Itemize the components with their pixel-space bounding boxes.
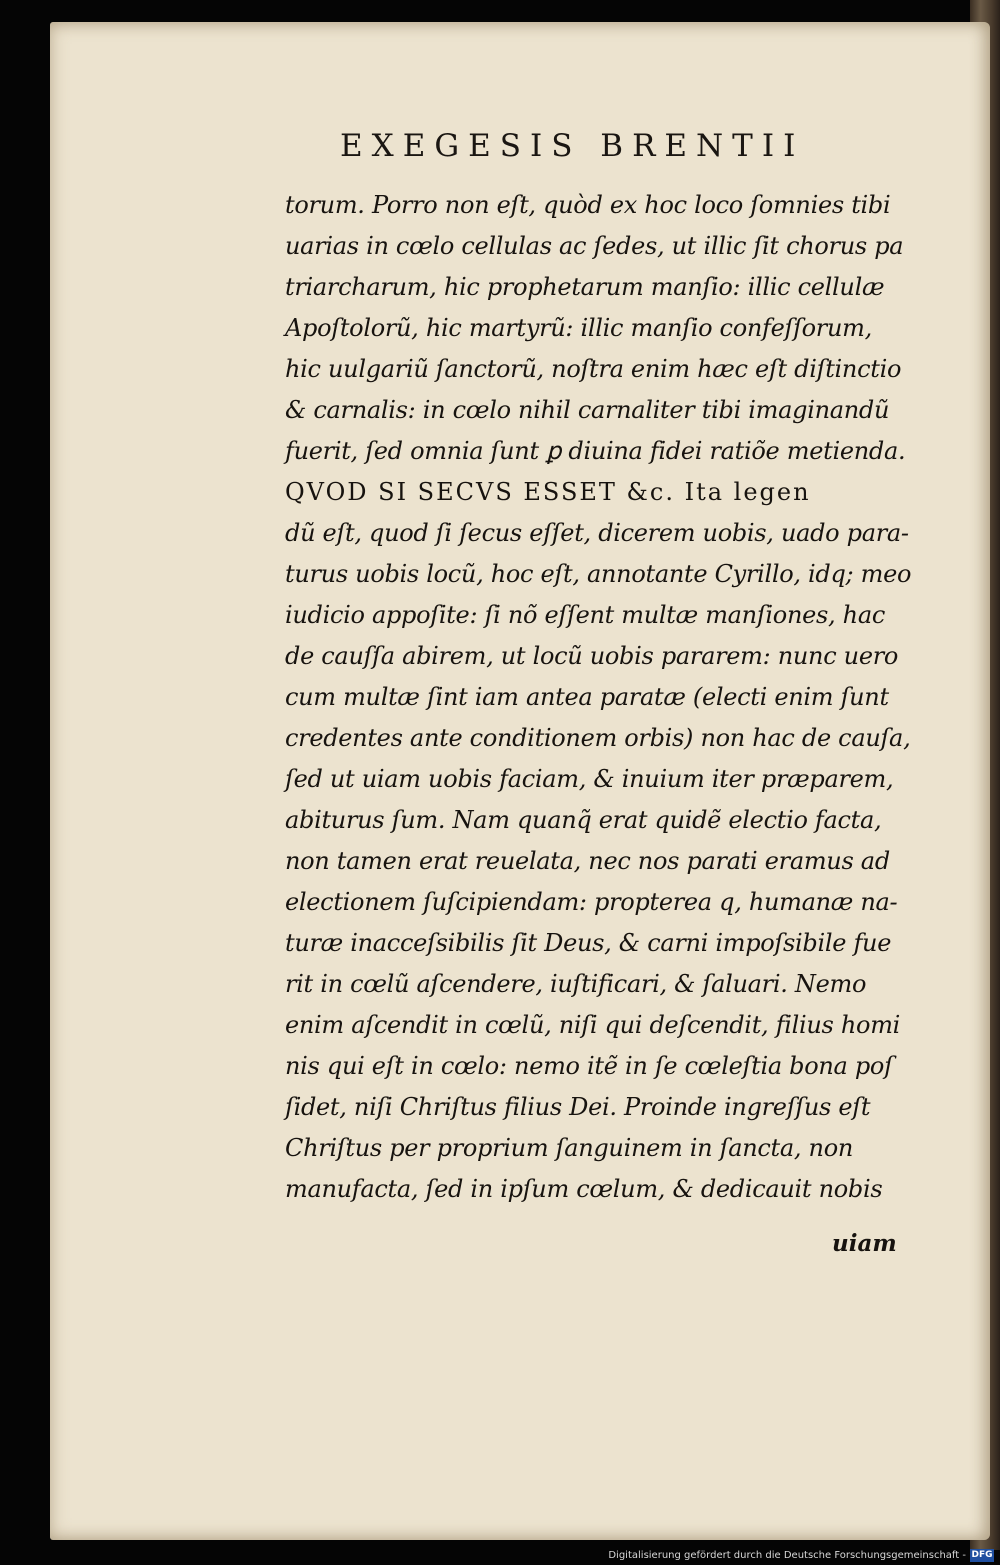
- text-line: non tamen erat reuelata, nec nos parati eramus ad: [285, 847, 890, 875]
- text-line: rit in cœlũ aſcendere, iuſtificari, & ſaluari. Nemo: [285, 970, 867, 998]
- text-line: manufacta, ſed in ipſum cœlum, & dedicauit nobis: [285, 1175, 883, 1203]
- text-line: nis qui eſt in cœlo: nemo itẽ in ſe cœleſtia bona poſ: [285, 1052, 893, 1080]
- text-line: turæ inacceſsibilis ſit Deus, & carni impoſsibile fue: [285, 929, 892, 957]
- text-line: fuerit, ſed omnia ſunt ꝑ diuina fidei ratiõe metienda.: [285, 437, 906, 465]
- text-line: QVOD SI SECVS ESSET &c. Ita legen: [285, 478, 811, 506]
- text-line: Apoſtolorũ, hic martyrũ: illic manſio confeſſorum,: [285, 314, 872, 342]
- text-line: triarcharum, hic prophetarum manſio: illic cellulæ: [285, 273, 885, 301]
- text-block: [285, 185, 925, 1210]
- text-line: de cauſſa abirem, ut locũ uobis pararem: nunc uero: [285, 642, 899, 670]
- text-line: ſidet, niſi Chriſtus filius Dei. Proinde ingreſſus eſt: [285, 1093, 871, 1121]
- text-line: cum multæ ſint iam antea paratæ (electi enim ſunt: [285, 683, 889, 711]
- text-line: ſed ut uiam uobis faciam, & inuium iter præparem,: [285, 765, 894, 793]
- catchword: uiam: [832, 1230, 897, 1257]
- text-line: hic uulgariũ ſanctorũ, noſtra enim hæc eſt diſtinctio: [285, 355, 902, 383]
- text-line: dũ eſt, quod ſi ſecus eſſet, dicerem uobis, uado para-: [285, 519, 909, 547]
- text-line: electionem ſuſcipiendam: propterea q, humanæ na-: [285, 888, 898, 916]
- running-head: EXEGESIS BRENTII: [340, 128, 805, 164]
- digitization-credit: Digitalisierung gefördert durch die Deutsche Forschungsgemeinschaft -: [608, 1550, 966, 1561]
- dfg-logo-icon: DFG: [971, 1550, 993, 1560]
- text-line: enim aſcendit in cœlũ, niſi qui deſcendit, filius homi: [285, 1011, 901, 1039]
- text-line: turus uobis locũ, hoc eſt, annotante Cyrillo, idq; meo: [285, 560, 912, 588]
- text-line: torum. Porro non eſt, quòd ex hoc loco ſomnies tibi: [285, 191, 891, 219]
- text-line: iudicio appoſite: ſi nõ eſſent multæ manſiones, hac: [285, 601, 885, 629]
- text-line: & carnalis: in cœlo nihil carnaliter tibi imaginandũ: [285, 396, 890, 424]
- text-line: abiturus ſum. Nam quanq̃ erat quidẽ electio facta,: [285, 806, 882, 834]
- text-line: Chriſtus per proprium ſanguinem in ſancta, non: [285, 1134, 854, 1162]
- text-line: credentes ante conditionem orbis) non hac de cauſa,: [285, 724, 911, 752]
- text-line: uarias in cœlo cellulas ac ſedes, ut illic ſit chorus pa: [285, 232, 904, 260]
